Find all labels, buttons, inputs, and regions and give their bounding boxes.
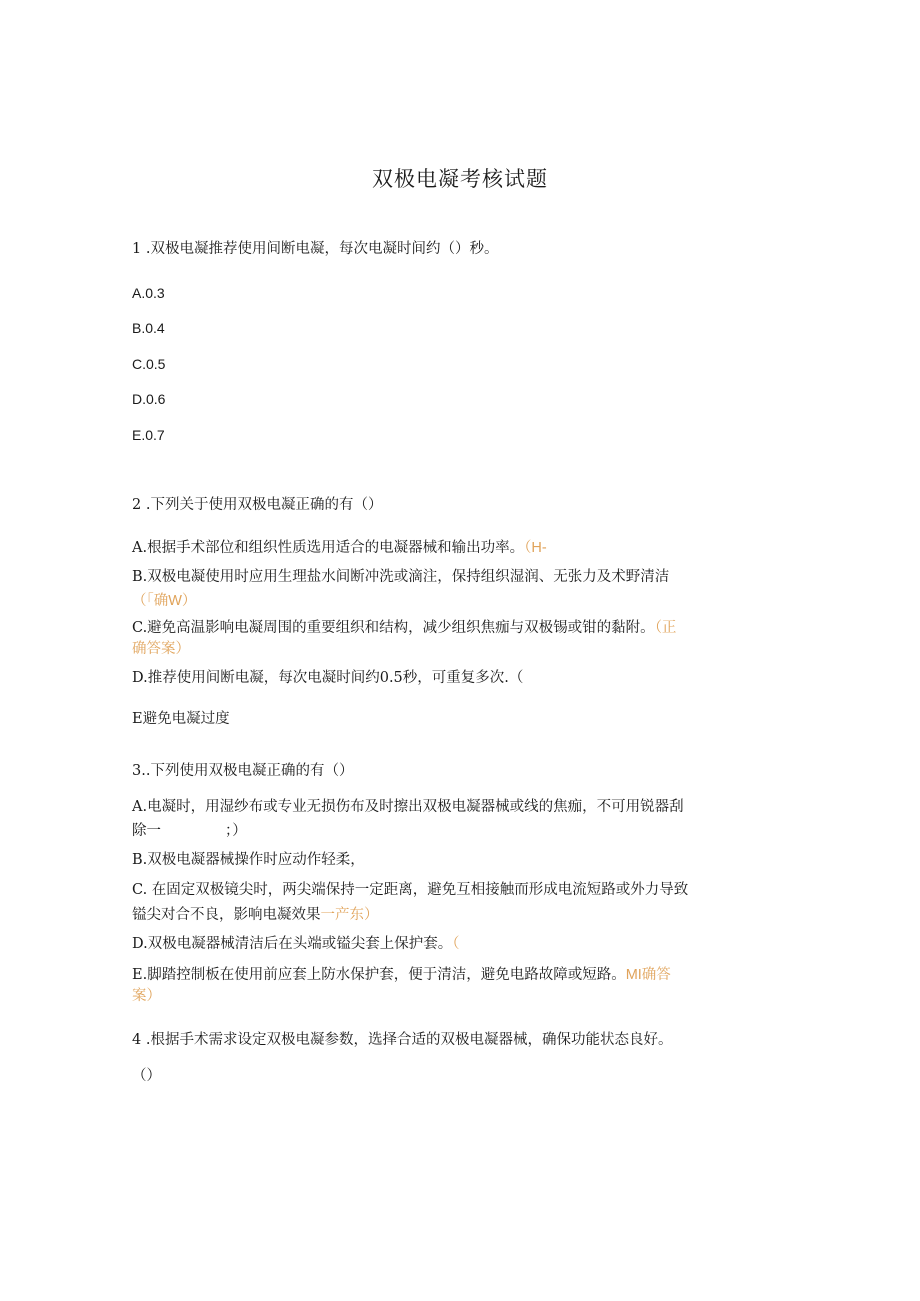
question-3-option-a-line-2-start: 除一 <box>132 823 161 839</box>
question-2-option-c-annotation-2: 确答案） <box>132 641 190 657</box>
question-2-option-e: E避免电凝过度 <box>132 711 230 727</box>
question-2-option-a <box>132 538 547 558</box>
question-2-stem: 2 .下列关于使用双极电凝正确的有（） <box>132 497 383 513</box>
question-1-option-d: D.0.6 <box>132 391 166 407</box>
question-2-option-a-text: A.根据手术部位和组织性质选用适合的电凝器械和输出功率。 <box>132 540 525 556</box>
question-2-option-c-line-1 <box>132 618 676 638</box>
question-3-option-c-line-2-text: 镒尖对合不良，影响电凝效果 <box>132 907 321 923</box>
question-3-option-e-text: E.脚踏控制板在使用前应套上防水保护套，便于清洁，避免电路故障或短路。 <box>132 967 626 983</box>
question-3-stem: 3..下列使用双极电凝正确的有（） <box>132 763 354 779</box>
question-2-option-b-line-2 <box>132 591 196 611</box>
question-3-option-c-line-2 <box>132 905 379 925</box>
question-3-option-b: B.双极电凝器械操作时应动作轻柔， <box>132 852 365 868</box>
question-2-option-c-annotation-1: （正 <box>654 620 677 636</box>
question-3-option-a-line-1: A.电凝时，用湿纱布或专业无损伤布及时擦出双极电凝器械或线的焦痂，不可用锐器刮 <box>132 799 684 815</box>
question-3-option-e-line-2 <box>132 986 161 1006</box>
question-1-option-a: A.0.3 <box>132 285 165 301</box>
question-2-option-b-annotation: （「确W） <box>132 593 197 609</box>
question-3-option-d-text: D.双极电凝器械清洁后在头端或镒尖套上保护套。 <box>132 936 453 952</box>
question-1-option-e: E.0.7 <box>132 427 165 443</box>
question-1-stem: 1 .双极电凝推荐使用间断电凝，每次电凝时间约（）秒。 <box>132 241 499 257</box>
question-3-option-c-line-1: C. 在固定双极镜尖时，两尖端保持一定距离，避免互相接触而形成电流短路或外力导致 <box>132 882 689 898</box>
question-3-option-e-annotation-1: MI确答 <box>625 967 671 983</box>
question-3-option-c-annotation: 一产东） <box>320 907 379 923</box>
question-3-option-a-line-2-end: ；） <box>225 823 247 839</box>
question-3-option-e-annotation-2: 案） <box>132 988 161 1004</box>
question-3-option-d <box>132 934 459 954</box>
question-2-option-c-line-2 <box>132 639 190 659</box>
question-2-option-c-text: C.避免高温影响电凝周围的重要组织和结构，减少组织焦痂与双极锡或钳的黏附。 <box>132 620 655 636</box>
question-1-option-c: C.0.5 <box>132 356 166 372</box>
question-4-blank: （） <box>132 1068 161 1084</box>
document-title: 双极电凝考核试题 <box>372 167 548 191</box>
question-2-option-d: D.推荐使用间断电凝，每次电凝时间约0.5秒，可重复多次.（ <box>132 670 524 686</box>
question-2-option-a-annotation: （H- <box>524 540 547 556</box>
question-3-option-e-line-1 <box>132 965 671 985</box>
question-1-option-b: B.0.4 <box>132 320 165 336</box>
question-3-option-a-line-2 <box>132 821 247 841</box>
question-4-stem: 4 .根据手术需求设定双极电凝参数，选择合适的双极电凝器械，确保功能状态良好。 <box>132 1032 673 1048</box>
question-3-option-d-annotation: （ <box>452 936 460 952</box>
question-2-option-b-line-1: B.双极电凝使用时应用生理盐水间断冲洗或滴注，保持组织湿润、无张力及术野清洁 <box>132 569 670 585</box>
